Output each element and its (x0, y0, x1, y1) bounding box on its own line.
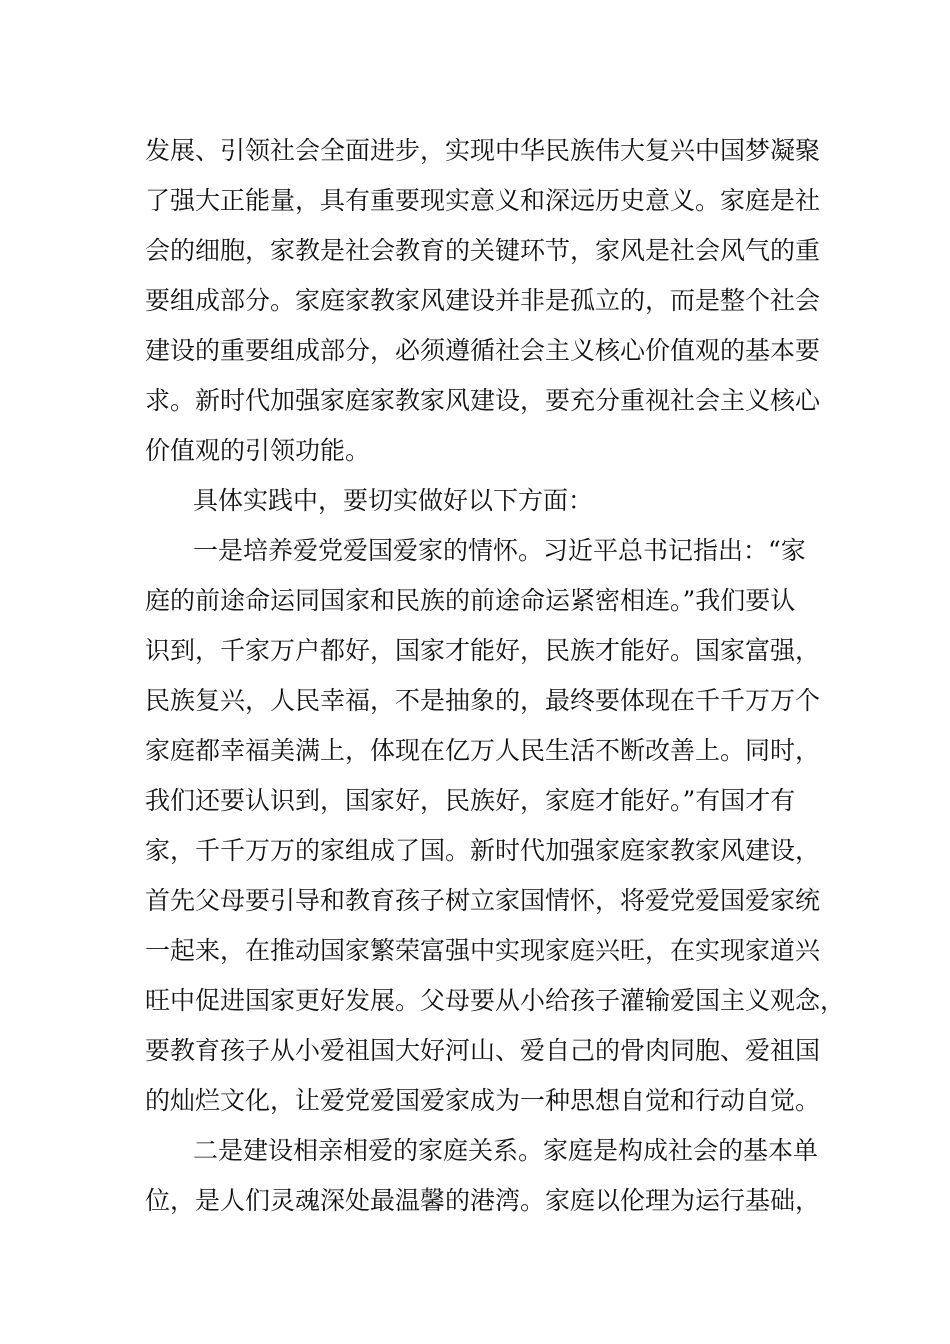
text-line: 位，是人们灵魂深处最温馨的港湾。家庭以伦理为运行基础， (145, 1186, 821, 1215)
text-line: 要组成部分。家庭家教家风建设并非是孤立的，而是整个社会 (145, 286, 821, 315)
text-line: 民族复兴，人民幸福，不是抽象的，最终要体现在千千万万个 (145, 686, 821, 715)
text-line: 我们还要认识到，国家好，民族好，家庭才能好。”有国才有 (145, 786, 796, 815)
text-line: 识到，千家万户都好，国家才能好，民族才能好。国家富强， (145, 636, 821, 665)
text-line: 家，千千万万的家组成了国。新时代加强家庭家教家风建设， (145, 836, 821, 865)
text-line: 要教育孩子从小爱祖国大好河山、爱自己的骨肉同胞、爱祖国 (145, 1036, 821, 1065)
text-line: 一是培养爱党爱国爱家的情怀。习近平总书记指出：“家 (193, 536, 806, 565)
text-line: 首先父母要引导和教育孩子树立家国情怀，将爱党爱国爱家统 (145, 886, 821, 915)
text-line: 的灿烂文化，让爱党爱国爱家成为一种思想自觉和行动自觉。 (145, 1086, 821, 1115)
text-line: 求。新时代加强家庭家教家风建设，要充分重视社会主义核心 (145, 386, 821, 415)
text-line: 建设的重要组成部分，必须遵循社会主义核心价值观的基本要 (145, 336, 821, 365)
text-line: 二是建设相亲相爱的家庭关系。家庭是构成社会的基本单 (193, 1136, 819, 1165)
text-line: 家庭都幸福美满上，体现在亿万人民生活不断改善上。同时， (145, 736, 821, 765)
text-line: 了强大正能量，具有重要现实意义和深远历史意义。家庭是社 (145, 186, 821, 215)
text-line: 旺中促进国家更好发展。父母要从小给孩子灌输爱国主义观念， (145, 986, 846, 1015)
text-line: 一起来，在推动国家繁荣富强中实现家庭兴旺，在实现家道兴 (145, 936, 821, 965)
text-line: 庭的前途命运同国家和民族的前途命运紧密相连。”我们要认 (145, 586, 796, 615)
text-line: 价值观的引领功能。 (145, 436, 371, 465)
text-line: 具体实践中，要切实做好以下方面： (193, 486, 594, 515)
text-line: 会的细胞，家教是社会教育的关键环节，家风是社会风气的重 (145, 236, 821, 265)
text-line: 发展、引领社会全面进步，实现中华民族伟大复兴中国梦凝聚 (145, 136, 821, 165)
